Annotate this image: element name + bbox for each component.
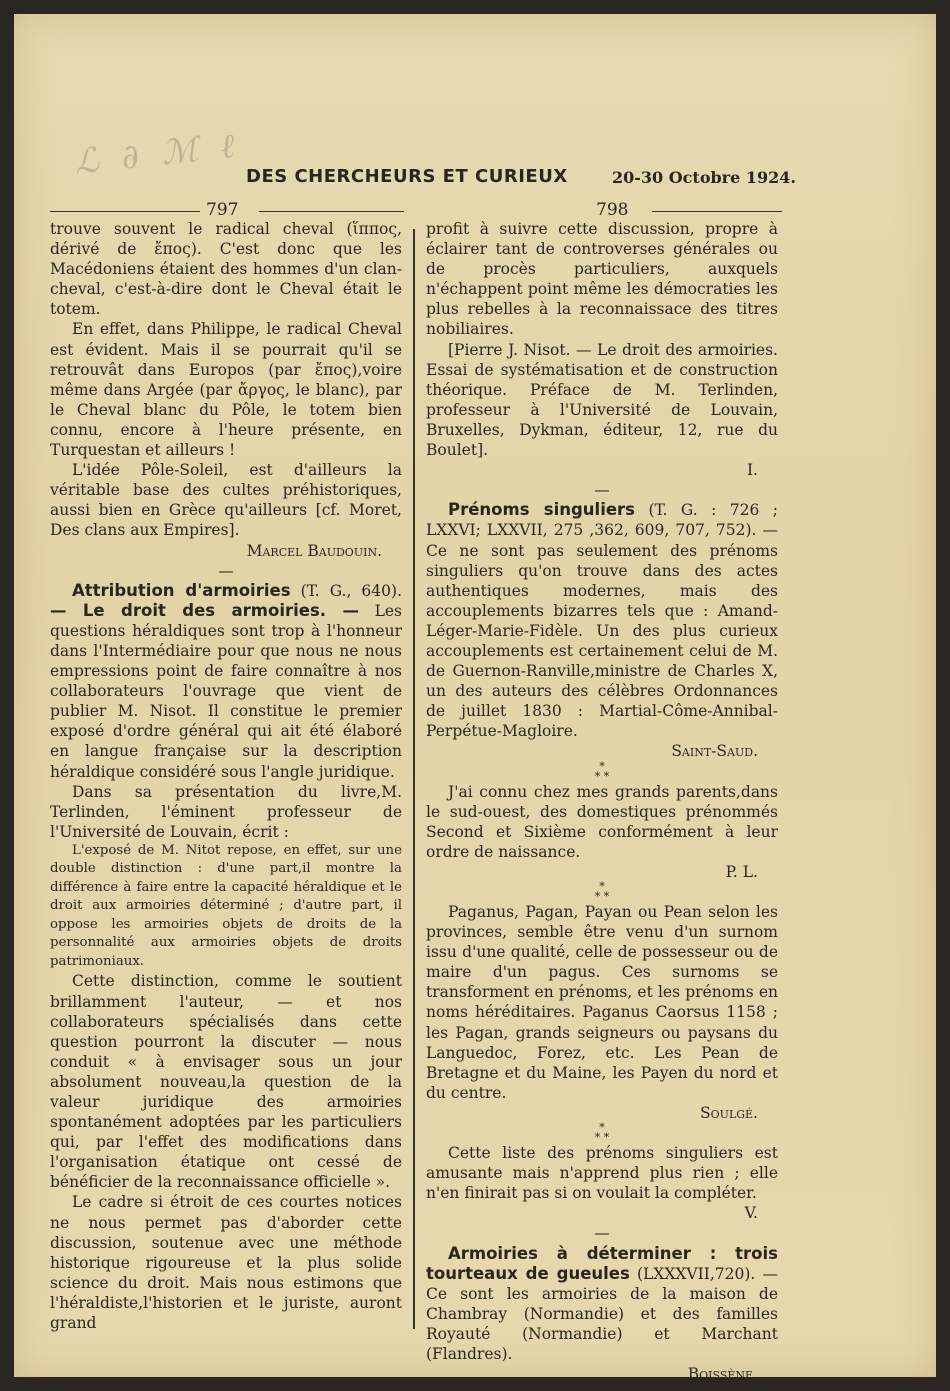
column-number-left: 797 xyxy=(206,200,239,220)
journal-title: DES CHERCHEURS ET CURIEUX xyxy=(246,166,568,187)
issue-date: 20-30 Octobre 1924. xyxy=(612,168,796,187)
signature: Boissène. xyxy=(687,1365,758,1384)
right-column xyxy=(426,219,778,1384)
article-heading xyxy=(426,1244,778,1365)
asterism: * * * xyxy=(594,759,610,783)
paragraph: Dans sa présentation du livre,M. Terlinden, l'éminent professeur de l'Université de Louvain, écrit : xyxy=(50,782,402,841)
asterism: * * * xyxy=(594,880,610,903)
paragraph: Les questions héraldiques sont trop à l'honneur dans l'Intermédiaire pour que nous ne nous empressions point de faire connaître à nos collaborateurs l'ouvrage que vient de publier M. Nisot. Il constitue le premier exposé d'ordre général qui ait été élaboré en langue française sur la description héraldique considéré sous l'angle juridique. xyxy=(50,601,402,781)
paragraph: L'idée Pôle-Soleil, est d'ailleurs la véritable base des cultes préhistoriques, aussi bien en Grèce qu'ailleurs [cf. Moret, Des clans aux Empires]. xyxy=(50,461,402,540)
paragraph: — Ce ne sont pas seulement des prénoms singuliers qu'on trouve dans des actes authentiques modernes, mais des accouplements bizarres tels que : Amand-Léger-Marie-Fidèle. Un des plus curieux accouplements est certainement celui de M. de Guernon-Ranville,ministre de Charles X, un des auteurs des célèbres Ordonnances de juillet 1830 : Martial-Côme-Annibal-Perpétue-Magloire. xyxy=(426,521,778,741)
paragraph: — Ce sont les armoiries de la maison de Chambray (Normandie) et des familles Royauté (Normandie) et Marchant (Flandres). xyxy=(426,1264,778,1363)
article-heading xyxy=(426,500,778,741)
signature: Soulgé. xyxy=(700,1103,758,1122)
signature: V. xyxy=(744,1204,758,1223)
left-column xyxy=(50,219,402,1333)
heading-ref: (T. G. : 726 ; LXXVI; LXXVII, 275 ,362, 609, 707, 752). xyxy=(426,501,778,540)
citation: [Pierre J. Nisot. — Le droit des armoiries. Essai de systématisation et de construction théorique. Préface de M. Terlinden, professeur à l'Université de Louvain, Bruxelles, Dykman, éditeur, 12, rue du Boulet]. xyxy=(426,340,778,460)
signature: P. L. xyxy=(725,862,758,881)
asterism: * * * xyxy=(594,1121,610,1145)
paragraph: Cette distinction, comme le soutient brillamment l'auteur, — et nos collaborateurs spécialisés dans cette question pourront la discuter — nous conduit « à envisager sous un jour absolument nouveau,la question de la valeur juridique des armoiries spontanément adoptées par les particuliers qui, par l'effet des modifications dans l'organisation étatique ont cessé de bénéficier de la reconnaissance officielle ». xyxy=(50,972,402,1192)
paragraph: Cette liste des prénoms singuliers est amusante mais n'apprend plus rien ; elle n'en finirait pas si on voulait la compléter. xyxy=(426,1144,778,1203)
heading-ref: (LXXXVII,720). xyxy=(636,1264,756,1283)
signature: Marcel Baudouin. xyxy=(246,541,382,560)
heading-title: Attribution d'armoiries xyxy=(72,580,291,600)
header-rule-right xyxy=(652,211,782,212)
paragraph: J'ai connu chez mes grands parents,dans le sud-ouest, des domestiques prénommés Second et Sixième conformément à leur ordre de naissance. xyxy=(426,782,778,861)
paragraph: profit à suivre cette discussion, propre à éclairer tant de controverses générales ou de procès particuliers, auxquels n'échappent point même les démocraties les plus rebelles à la reconnaissace des titres nobiliaires. xyxy=(426,220,778,339)
column-number-right: 798 xyxy=(596,200,629,220)
header-rule-left-b xyxy=(259,211,404,212)
paragraph: Paganus, Pagan, Payan ou Pean selon les provinces, semble être venu d'un surnom issu d'une qualité, celle de possesseur ou de maire d'un pagus. Ces surnoms se transforment en prénoms, et les prénoms en noms héréditaires. Paganus Caorsus 1158 ; les Pagan, grands seigneurs ou paysans du Languedoc, Forez, etc. Les Pean de Bretagne et du Maine, les Payen du nord et du centre. xyxy=(426,903,778,1102)
newspaper-page xyxy=(14,14,936,1384)
paragraph: Le cadre si étroit de ces courtes notices ne nous permet pas d'aborder cette discussion, soutenue avec une méthode historique rigoureuse et la plus solide science du droit. Mais nous estimons que l'héraldiste,l'historien et le juriste, auront grand xyxy=(50,1193,402,1332)
heading-subtitle: — Le droit des armoiries. — xyxy=(50,600,359,620)
article-heading xyxy=(50,581,402,782)
column-divider xyxy=(413,229,415,1329)
paragraph: trouve souvent le radical cheval (ἵππος, dérivé de ἔπος). C'est donc que les Macédoniens étaient des hommes d'un clan-cheval, c'est-à-dire dont le Cheval était le totem. xyxy=(50,220,402,319)
block-quote: L'exposé de M. Nitot repose, en effet, sur une double distinction : d'une part,il montre la différence à faire entre la capacité héraldique et le droit aux armoiries déterminé ; d'autre part, il oppose les armoiries objets de droits de la personnalité aux armoiries objets de droits patrimoniaux. xyxy=(50,842,402,969)
signature: I. xyxy=(746,461,758,480)
signature: Saint-Saud. xyxy=(671,742,758,761)
heading-title: Prénoms singuliers xyxy=(448,500,636,520)
section-dash: — xyxy=(594,481,610,500)
section-dash: — xyxy=(218,561,234,580)
section-dash: — xyxy=(594,1224,610,1243)
header-rule-left-a xyxy=(50,211,200,212)
handwritten-annotation: ℒ ∂ ℳ ℓ xyxy=(72,125,243,183)
paragraph: En effet, dans Philippe, le radical Cheval est évident. Mais il se pourrait qu'il se retrouvât dans Europos (par ἔπος),voire même dans Argée (par ἄργος, le blanc), par le Cheval blanc du Pôle, le totem bien connu, encore à l'heure présente, en Turquestan et ailleurs ! xyxy=(50,320,402,460)
heading-title: Armoiries à déterminer : trois tourteaux de gueules xyxy=(426,1243,778,1283)
heading-ref: (T. G., 640). xyxy=(300,581,402,600)
